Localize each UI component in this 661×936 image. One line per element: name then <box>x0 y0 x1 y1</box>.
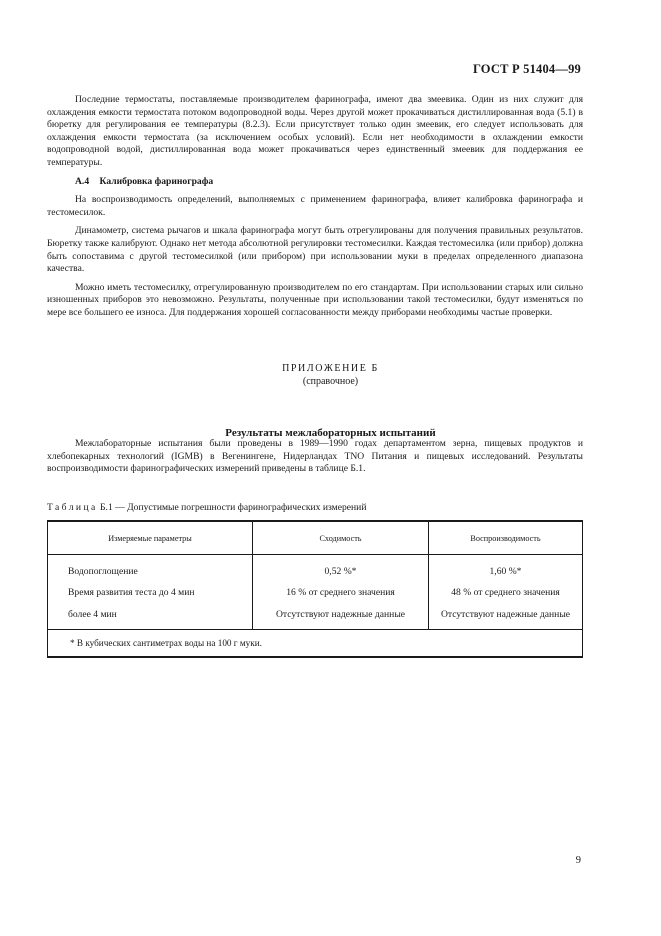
subsection-title: Калибровка фаринографа <box>99 175 214 187</box>
document-id: ГОСТ Р 51404—99 <box>472 62 581 76</box>
appendix-title: ПРИЛОЖЕНИЕ Б <box>282 363 379 374</box>
header-parameters: Измеряемые параметры <box>48 521 253 555</box>
paragraph-dynamometer: Динамометр, система рычагов и шкала фаринографа могут быть отрегулированы для получения правильных результатов. Бюретку также калибруют. Однако нет метода абсолютной регулировки тестомесилки. Каждая тестомесилка (или прибор) должна быть сопоставима с другой тестомесилкой (или прибором) при использовании муки в пределах определенного диапазона качества. <box>47 225 583 275</box>
appendix-subtitle: (справочное) <box>302 376 359 387</box>
table-cell: Отсутствуют надежные данные <box>253 603 429 630</box>
results-table <box>47 520 583 658</box>
table-caption-word: Таблица <box>47 502 98 513</box>
table-row <box>48 603 583 630</box>
appendix-a-section <box>47 94 583 326</box>
table-header-row <box>48 521 583 555</box>
table-cell: Отсутствуют надежные данные <box>429 603 583 630</box>
table-cell: 1,60 %* <box>429 555 583 582</box>
results-heading: Результаты межлабораторных испытаний <box>225 427 436 439</box>
paragraph-mixer: Можно иметь тестомесилку, отрегулированную производителем по его стандартам. При использовании старых или сильно изношенных приборов это невозможно. Результаты, полученные при использовании такой тестомесилки, будут изменяться по мере все большего ее износа. Для поддержания хорошей согласованности между приборами необходимы частые проверки. <box>47 281 583 318</box>
table-cell: Время развития теста до 4 мин <box>48 581 253 603</box>
subsection-number: А.4 <box>75 175 90 187</box>
table-caption-text: Б.1 — Допустимые погрешности фаринографических измерений <box>97 502 367 513</box>
header-repeatability: Сходимость <box>253 521 429 555</box>
page-number: 9 <box>575 855 581 866</box>
table-row <box>48 581 583 603</box>
table-cell: 48 % от среднего значения <box>429 581 583 603</box>
table-cell: 16 % от среднего значения <box>253 581 429 603</box>
table-row <box>48 555 583 582</box>
paragraph-calibration: На воспроизводимость определений, выполняемых с применением фаринографа, влияет калибровка фаринографа и тестомесилок. <box>47 194 583 218</box>
paragraph-thermostats: Последние термостаты, поставляемые производителем фаринографа, имеют два змеевика. Один из них служит для охлаждения емкости термостата потоком водопроводной воды. Через другой может прокачиваться дистиллированная вода (5.1) в бюретку для регулирования ее температуры (8.2.3). Если присутствует только один змеевик, его следует использовать для охлаждения емкости термостата (за исключением особых условий). Если нет необходимости в охлаждении емкости водопроводной водой, дистиллированная вода может прокачиваться через единственный змеевик для поддержания ее температуры. <box>47 94 583 168</box>
table-footnote: * В кубических сантиметрах воды на 100 г муки. <box>48 630 583 658</box>
header-reproducibility: Воспроизводимость <box>429 521 583 555</box>
table-cell: Водопоглощение <box>48 555 253 582</box>
subsection-heading <box>47 176 583 189</box>
table-cell: 0,52 %* <box>253 555 429 582</box>
table-cell: более 4 мин <box>48 603 253 630</box>
table-note-row <box>48 630 583 658</box>
table-caption <box>47 502 587 513</box>
intro-paragraph: Межлабораторные испытания были проведены в 1989—1990 годах департаментом зерна, пищевых продуктов и хлебопекарных технологий (IGMB) в Вегенингене, Нидерландах TNO Питания и пищевых исследований. Результаты воспроизводимости фаринографических измерений приведены в таблице Б.1. <box>47 438 583 475</box>
appendix-intro <box>47 438 583 476</box>
